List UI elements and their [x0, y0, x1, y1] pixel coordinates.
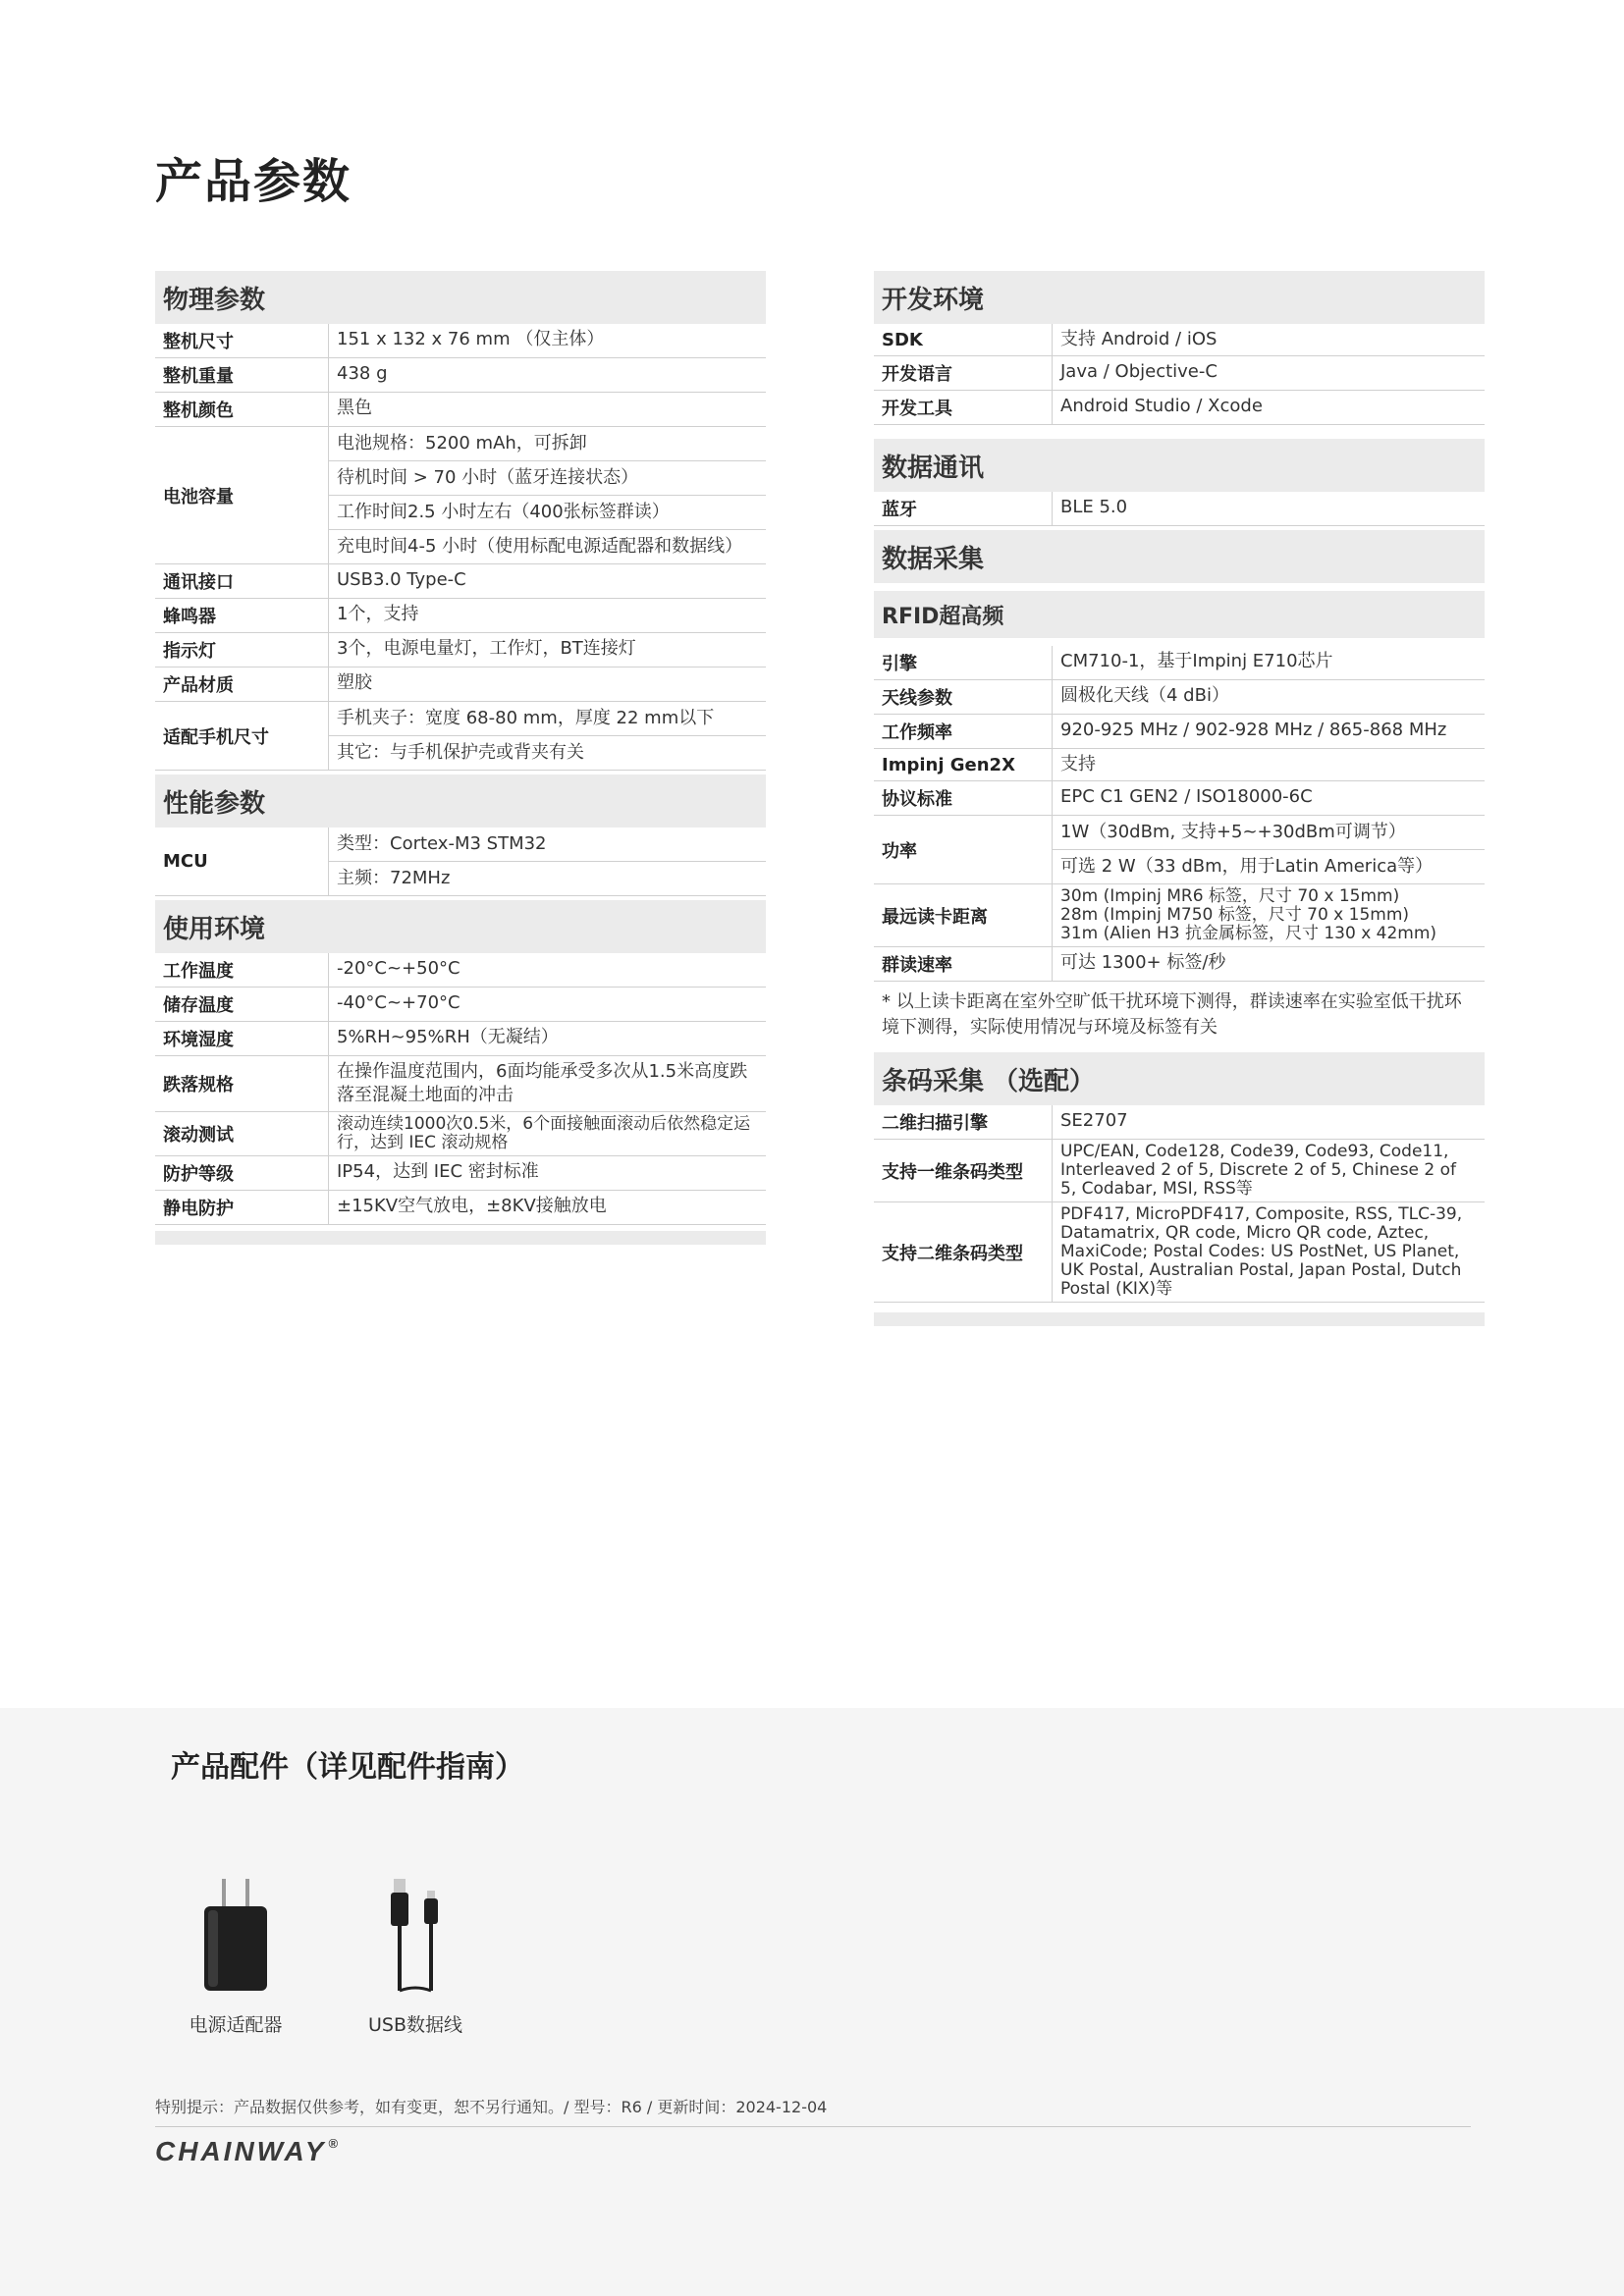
spec-key: 引擎	[874, 646, 1053, 679]
spec-table-barcode	[874, 1105, 1485, 1303]
spec-value	[329, 988, 766, 1021]
spec-row	[874, 356, 1485, 391]
spec-value-line: Java / Objective-C	[1060, 361, 1218, 382]
spec-table-dev	[874, 324, 1485, 425]
section-environment-title: 使用环境	[155, 900, 766, 953]
spec-key: 群读速率	[874, 947, 1053, 981]
spec-table-performance	[155, 828, 766, 896]
power-adapter-icon	[196, 1875, 275, 1993]
spec-value	[1053, 356, 1485, 390]
spec-key: 产品材质	[155, 667, 329, 701]
spec-value	[1053, 1202, 1485, 1302]
spec-key: 天线参数	[874, 680, 1053, 714]
spec-row	[874, 680, 1485, 715]
spec-value-line: 工作时间2.5 小时左右（400张标签群读）	[329, 496, 766, 530]
spec-value-line: 滚动连续1000次0.5米，6个面接触面滚动后依然稳定运行，达到 IEC 滚动规格	[337, 1114, 751, 1152]
spec-row	[155, 599, 766, 633]
section-performance-title: 性能参数	[155, 774, 766, 828]
spec-key: 电池容量	[155, 427, 329, 563]
spec-value	[329, 427, 766, 563]
spec-row	[874, 324, 1485, 356]
spec-value-line: -20°C~+50°C	[337, 958, 460, 979]
spec-key: 开发语言	[874, 356, 1053, 390]
spec-row	[874, 884, 1485, 947]
spec-value	[329, 599, 766, 632]
rfid-footnote: * 以上读卡距离在室外空旷低干扰环境下测得，群读速率在实验室低干扰环境下测得，实际使用情况与环境及标签有关	[882, 991, 1462, 1038]
spec-value-line: 3个，电源电量灯，工作灯，BT连接灯	[337, 638, 636, 659]
spec-table-environment	[155, 953, 766, 1225]
spec-row	[155, 828, 766, 896]
spec-table-comm	[874, 492, 1485, 526]
spec-value	[329, 953, 766, 987]
spec-key: 环境湿度	[155, 1022, 329, 1055]
footer-disclaimer: 特别提示：产品数据仅供参考，如有变更，恕不另行通知。/ 型号：R6 / 更新时间：2024-12-04	[155, 2098, 828, 2116]
spec-value	[1053, 646, 1485, 679]
brand-logo: CHAINWAY ®	[155, 2136, 338, 2166]
spec-key: 协议标准	[874, 781, 1053, 815]
spec-value-line: 圆极化天线（4 dBi）	[1060, 685, 1229, 706]
spec-row	[155, 358, 766, 393]
spec-key: 储存温度	[155, 988, 329, 1021]
spec-row	[155, 1022, 766, 1056]
spec-row	[155, 633, 766, 667]
accessory-usb-cable	[327, 1855, 504, 2037]
spec-value	[329, 358, 766, 392]
spec-value-line: 30m (Impinj MR6 标签，尺寸 70 x 15mm) 28m (Impinj M750 标签，尺寸 70 x 15mm) 31m (Alien H3 抗金属标签，尺寸 130 x 42mm)	[1060, 886, 1437, 943]
spec-row	[874, 816, 1485, 884]
spec-value-line: 待机时间 > 70 小时（蓝牙连接状态）	[329, 461, 766, 496]
spec-row	[155, 702, 766, 771]
spec-key: 整机重量	[155, 358, 329, 392]
footer-divider	[155, 2126, 1471, 2127]
section-comm-title: 数据通讯	[874, 439, 1485, 492]
spec-row	[155, 988, 766, 1022]
spec-row	[155, 324, 766, 358]
spec-key: MCU	[155, 828, 329, 895]
spec-value-line: EPC C1 GEN2 / ISO18000-6C	[1060, 786, 1313, 807]
spec-value-line: 438 g	[337, 363, 388, 384]
spec-value-line: 手机夹子：宽度 68-80 mm，厚度 22 mm以下	[329, 702, 766, 736]
section-dev-title: 开发环境	[874, 271, 1485, 324]
spec-value-line: BLE 5.0	[1060, 497, 1128, 517]
spec-table-physical	[155, 324, 766, 771]
spec-key: 支持一维条码类型	[874, 1140, 1053, 1201]
spec-value	[1053, 715, 1485, 748]
spec-value	[329, 667, 766, 701]
spec-value	[329, 564, 766, 598]
spec-key: 最远读卡距离	[874, 884, 1053, 946]
spec-value-line: 支持 Android / iOS	[1060, 329, 1218, 349]
spec-value	[1053, 781, 1485, 815]
spec-value-line: 5%RH~95%RH（无凝结）	[337, 1027, 559, 1047]
spec-value	[1053, 1105, 1485, 1139]
spec-row	[874, 781, 1485, 816]
spec-value-line: ±15KV空气放电，±8KV接触放电	[337, 1196, 607, 1216]
spec-value-line: USB3.0 Type-C	[337, 569, 466, 590]
usb-cable-icon	[376, 1875, 455, 1993]
section-barcode-title: 条码采集 （选配）	[874, 1052, 1485, 1105]
spec-value	[329, 1191, 766, 1224]
spec-value	[1053, 1140, 1485, 1201]
section-end-bar	[155, 1231, 766, 1245]
spec-value-line: SE2707	[1060, 1110, 1128, 1131]
left-column	[155, 271, 766, 1245]
spec-row	[874, 646, 1485, 680]
spec-key: 工作温度	[155, 953, 329, 987]
spec-row	[155, 1191, 766, 1225]
accessory-label: 电源适配器	[189, 2014, 283, 2036]
spec-value	[1053, 324, 1485, 355]
spec-row	[874, 749, 1485, 781]
spec-value-line: Android Studio / Xcode	[1060, 396, 1263, 416]
spec-key: 防护等级	[155, 1156, 329, 1190]
spec-row	[874, 391, 1485, 425]
spec-row	[874, 1140, 1485, 1202]
accessory-label: USB数据线	[367, 2014, 462, 2036]
rfid-subsection-title: RFID超高频	[874, 591, 1485, 638]
spec-key: 指示灯	[155, 633, 329, 667]
spec-value	[329, 828, 766, 895]
spec-value	[1053, 391, 1485, 424]
spec-row	[155, 1156, 766, 1191]
spec-key: 通讯接口	[155, 564, 329, 598]
section-capture-title: 数据采集	[874, 530, 1485, 583]
spec-value-line: 支持	[1060, 754, 1096, 774]
spec-row	[155, 564, 766, 599]
spec-key: Impinj Gen2X	[874, 749, 1053, 780]
spec-value	[329, 633, 766, 667]
spec-row	[155, 1056, 766, 1112]
spec-value-line: IP54，达到 IEC 密封标准	[337, 1161, 539, 1182]
spec-table-rfid	[874, 646, 1485, 982]
spec-value	[1053, 884, 1485, 946]
spec-key: 跌落规格	[155, 1056, 329, 1111]
spec-value-line: 1W（30dBm, 支持+5~+30dBm可调节）	[1053, 816, 1485, 850]
accessories-title: 产品配件（详见配件指南）	[171, 1750, 524, 1785]
spec-value-line: 可达 1300+ 标签/秒	[1060, 952, 1226, 973]
spec-row	[155, 393, 766, 427]
spec-value	[329, 1056, 766, 1111]
spec-value-line: 920-925 MHz / 902-928 MHz / 865-868 MHz	[1060, 720, 1447, 740]
spec-row	[874, 492, 1485, 526]
spec-key: 功率	[874, 816, 1053, 883]
spec-value	[329, 393, 766, 426]
spec-value-line: 可选 2 W（33 dBm，用于Latin America等）	[1060, 856, 1434, 877]
spec-row	[874, 1105, 1485, 1140]
spec-value-line: 151 x 132 x 76 mm （仅主体）	[337, 329, 605, 349]
spec-value-line: PDF417, MicroPDF417, Composite, RSS, TLC-39, Datamatrix, QR code, Micro QR code, Aztec, MaxiCode; Postal Codes: US PostNet, US Planet, UK Postal, Australian Postal, Japan Postal, Dutch Postal (KIX)等	[1060, 1204, 1463, 1299]
spec-value-line: 主频：72MHz	[337, 868, 451, 888]
spec-value-line: 1个，支持	[337, 604, 419, 624]
spec-row	[874, 947, 1485, 982]
page-title: 产品参数	[155, 154, 352, 209]
spec-row	[155, 1112, 766, 1156]
spec-value-line: 在操作温度范围内，6面均能承受多次从1.5米高度跌落至混凝土地面的冲击	[337, 1061, 748, 1105]
spec-key: SDK	[874, 324, 1053, 355]
spec-value-line: 黑色	[337, 398, 372, 418]
spec-row	[874, 715, 1485, 749]
spec-key: 静电防护	[155, 1191, 329, 1224]
spec-key: 整机尺寸	[155, 324, 329, 357]
spec-key: 适配手机尺寸	[155, 702, 329, 770]
spec-value	[329, 1022, 766, 1055]
spec-value-line: CM710-1，基于Impinj E710芯片	[1060, 651, 1333, 671]
spec-row	[155, 667, 766, 702]
spec-value	[1053, 492, 1485, 525]
spec-value-line: -40°C~+70°C	[337, 992, 460, 1013]
spec-key: 蜂鸣器	[155, 599, 329, 632]
section-physical-title: 物理参数	[155, 271, 766, 324]
spec-row	[155, 427, 766, 564]
spec-key: 整机颜色	[155, 393, 329, 426]
spec-value	[329, 1156, 766, 1190]
accessory-power-adapter	[147, 1855, 324, 2037]
spec-value	[329, 1112, 766, 1155]
spec-value	[329, 702, 766, 770]
spec-row	[874, 1202, 1485, 1303]
spec-key: 支持二维条码类型	[874, 1202, 1053, 1302]
spec-value	[1053, 947, 1485, 981]
spec-key: 蓝牙	[874, 492, 1053, 525]
spec-row	[155, 953, 766, 988]
spec-key: 工作频率	[874, 715, 1053, 748]
spec-value-line: 充电时间4-5 小时（使用标配电源适配器和数据线）	[337, 536, 743, 557]
spec-value	[1053, 680, 1485, 714]
right-column	[874, 271, 1485, 1326]
spec-value-line: 类型：Cortex-M3 STM32	[329, 828, 766, 862]
spec-value	[329, 324, 766, 357]
spec-value-line: 塑胶	[337, 672, 372, 693]
spec-key: 二维扫描引擎	[874, 1105, 1053, 1139]
spec-key: 开发工具	[874, 391, 1053, 424]
section-end-bar	[874, 1312, 1485, 1326]
spec-value	[1053, 816, 1485, 883]
spec-key: 滚动测试	[155, 1112, 329, 1155]
spec-value-line: 电池规格：5200 mAh，可拆卸	[329, 427, 766, 461]
spec-value-line: UPC/EAN, Code128, Code39, Code93, Code11, Interleaved 2 of 5, Discrete 2 of 5, Chinese 2 of 5, Codabar, MSI, RSS等	[1060, 1142, 1457, 1199]
spec-value-line: 其它：与手机保护壳或背夹有关	[337, 742, 584, 763]
spec-value	[1053, 749, 1485, 780]
